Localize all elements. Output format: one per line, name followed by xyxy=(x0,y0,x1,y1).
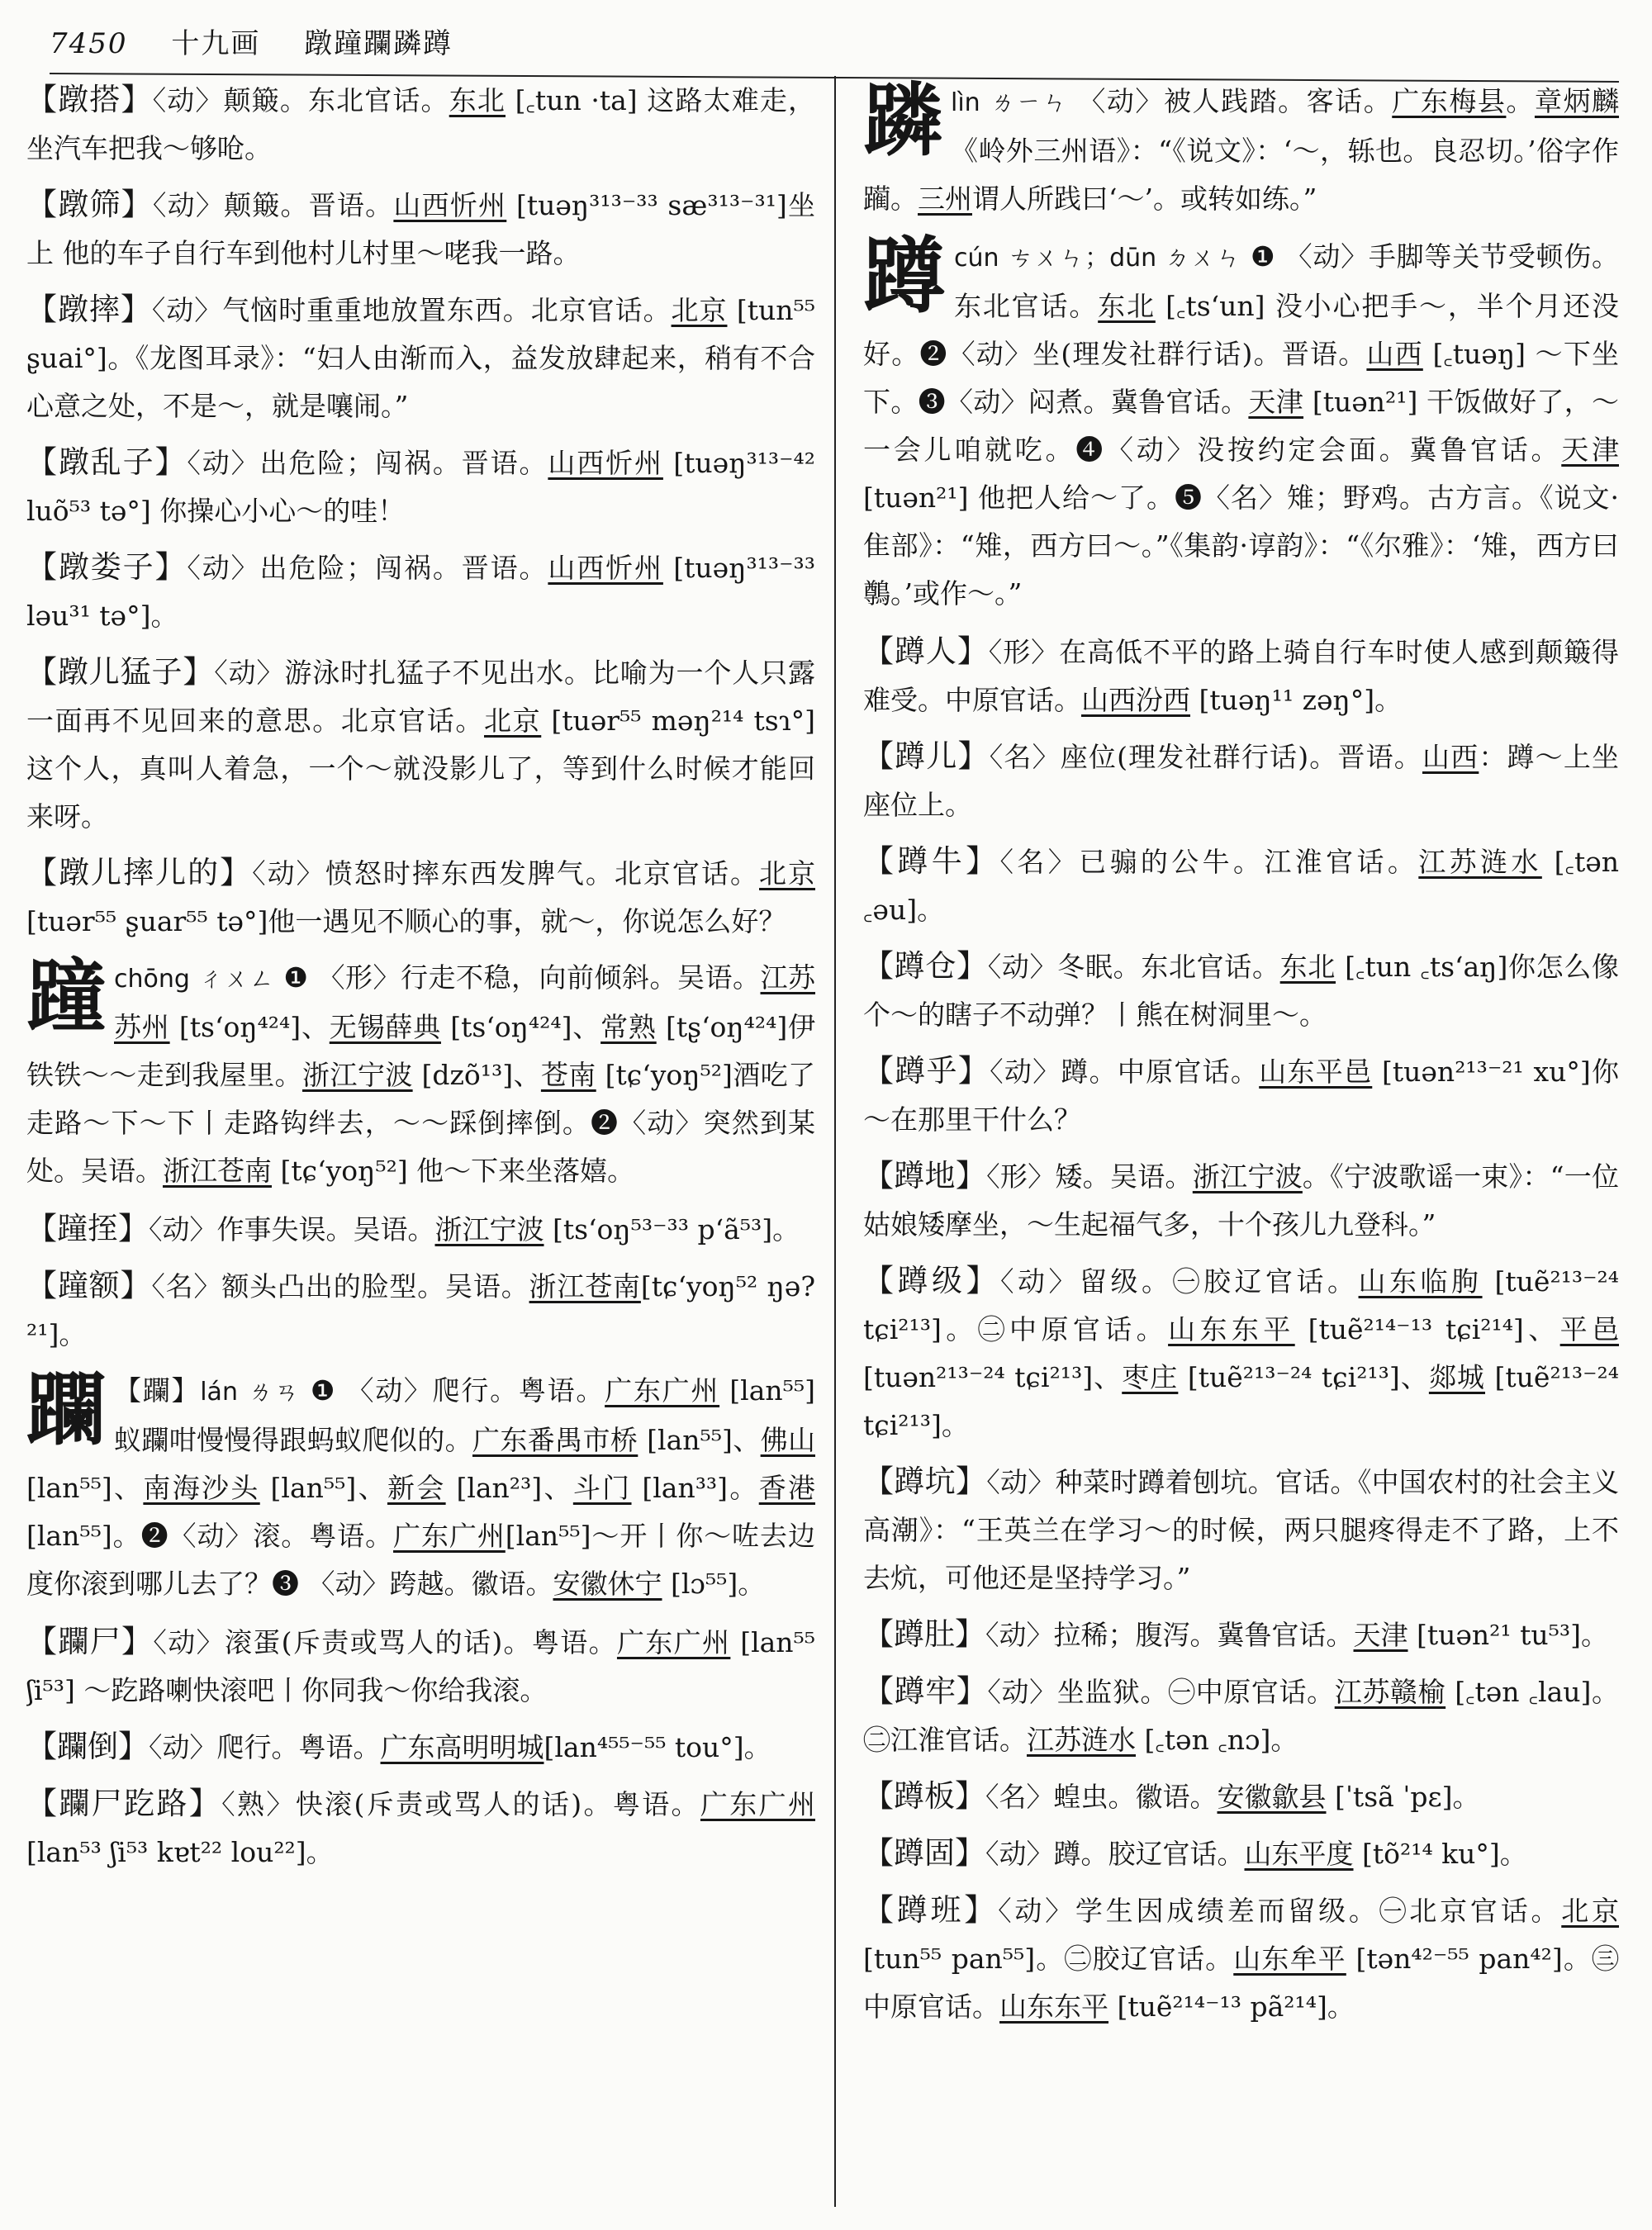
definition: [lan⁵⁵]～开丨你～咗去边度你滚到哪儿去了？❸ 〈动〉跨越。徽语。 xyxy=(26,1520,815,1600)
place-name: 东北 xyxy=(1098,290,1156,322)
definition: [lan⁵⁵ ʃi⁵³] ～趷路喇快滚吧丨你同我～你给我滚。 xyxy=(26,1626,815,1706)
dictionary-entry xyxy=(26,648,815,841)
definition: [tuən²¹³⁻²⁴ tɕi²¹³]、 xyxy=(863,1361,1123,1393)
definition: 〈动〉颠簸。晋语。 xyxy=(152,189,394,221)
definition: [꜀tən ꜀lau]。㊁江淮官话。 xyxy=(863,1676,1619,1756)
author-name: 章炳麟 xyxy=(1534,85,1619,117)
headword: 【蹲级】 xyxy=(863,1263,1001,1298)
headword: 【蹲板】 xyxy=(863,1778,985,1814)
definition: [ˈtsã ˈpɛ]。 xyxy=(1326,1781,1480,1813)
place-name: 东北 xyxy=(1279,951,1336,983)
definition: [tɕʻyoŋ⁵²]酒吃了走路～下～下丨走路钩绊去，～～踩倒摔倒。❷〈动〉突然到某处。吴语。 xyxy=(26,1059,815,1187)
place-name: 天津 xyxy=(1561,434,1619,466)
definition: [꜀tuəŋ] ～下坐下。❸〈动〉闷煮。冀鲁官话。 xyxy=(863,338,1619,418)
definition: ❶ 〈动〉手脚等关节受顿伤。东北官话。 xyxy=(954,240,1619,322)
place-name: 山东牟平 xyxy=(1233,1943,1346,1975)
headword: 【蹲儿】 xyxy=(863,738,990,774)
place-name: 安徽歙县 xyxy=(1217,1781,1327,1813)
place-name: 山西忻州 xyxy=(548,552,663,584)
dictionary-entry xyxy=(26,1262,815,1359)
place-name: 新会 xyxy=(387,1472,446,1504)
pinyin: lìn xyxy=(951,88,980,117)
dictionary-entry xyxy=(26,1780,815,1877)
page-number: 7450 xyxy=(50,27,128,60)
place-name: 天津 xyxy=(1248,386,1304,418)
dictionary-entry xyxy=(26,286,815,430)
headword: 【蹾乱子】 xyxy=(26,444,188,480)
place-name: 常熟 xyxy=(601,1011,657,1043)
headword: 【躝尸趷路】 xyxy=(26,1786,222,1821)
definition: [dzõ¹³]、 xyxy=(412,1059,541,1091)
definition: [꜀tun ·ta] 这路太难走，坐汽车把我～够呛。 xyxy=(26,84,815,164)
definition: [tuən²¹] 干饭做好了，～一会儿咱就吃。❹〈动〉没按约定会面。冀鲁官话。 xyxy=(863,386,1619,466)
definition: 〈动〉愤怒时摔东西发脾气。北京官话。 xyxy=(252,857,759,890)
headword: 【蹾娄子】 xyxy=(26,549,188,585)
character-entry xyxy=(863,227,1619,618)
definition: [tsʻoŋ⁴²⁴]、 xyxy=(440,1011,601,1043)
place-name: 郯城 xyxy=(1428,1361,1485,1393)
headword: 【蹱额】 xyxy=(26,1268,152,1303)
definition: 〈动〉爬行。粤语。 xyxy=(149,1731,381,1763)
definition: 谓人所践曰‘～’。或转如练。” xyxy=(972,183,1317,215)
variant-form: 【躝】 xyxy=(114,1374,201,1407)
pinyin: lán xyxy=(200,1378,238,1407)
dictionary-entry xyxy=(863,1668,1619,1764)
definition: 〈动〉作事失误。吴语。 xyxy=(149,1213,435,1245)
definition: [tuəŋ¹¹ zəŋ°]。 xyxy=(1190,684,1403,716)
place-name: 北京 xyxy=(1561,1895,1619,1927)
definition: [tõ²¹⁴ ku°]。 xyxy=(1353,1838,1527,1870)
definition: [tun⁵⁵ pan⁵⁵]。㊁胶辽官话。 xyxy=(863,1943,1234,1975)
definition: [tɕʻyoŋ⁵²] 他～下来坐落嬉。 xyxy=(272,1155,635,1187)
place-name: 山西 xyxy=(1366,338,1423,370)
place-name: 山西忻州 xyxy=(393,189,507,221)
place-name: 广东番禺市桥 xyxy=(472,1424,638,1456)
place-name: 山东平度 xyxy=(1244,1838,1354,1870)
definition: 〈动〉坐监狱。㊀中原官话。 xyxy=(987,1676,1335,1708)
place-name: 无锡薛典 xyxy=(329,1011,441,1043)
section-label: 十九画 xyxy=(171,27,261,60)
definition: ：蹲～上坐座位上。 xyxy=(863,741,1619,821)
headword: 【蹲乎】 xyxy=(863,1053,990,1089)
dictionary-entry xyxy=(26,1205,815,1254)
place-name: 浙江宁波 xyxy=(302,1059,413,1091)
dictionary-entry xyxy=(26,849,815,946)
headword: 【蹲仓】 xyxy=(863,948,988,984)
character-heading: 蹸 xyxy=(863,76,942,167)
dictionary-entry xyxy=(863,1458,1619,1602)
definition: [lan⁵⁵]。❷〈动〉滚。粤语。 xyxy=(26,1520,394,1552)
place-name: 佛山 xyxy=(760,1424,815,1456)
definition: 《岭外三州语》：“《说文》：‘～，轹也。良忍切。’俗字作躏。 xyxy=(863,135,1619,215)
definition: ❶ 〈形〉行走不稳，向前倾斜。吴语。 xyxy=(274,961,761,994)
place-name: 山西 xyxy=(1422,741,1479,773)
definition: [tʂʻoŋ⁴²⁴]伊铁铁～～走到我屋里。 xyxy=(26,1011,815,1091)
headword: 【蹲肚】 xyxy=(863,1616,985,1652)
place-name: 广东广州 xyxy=(700,1788,815,1820)
right-column xyxy=(863,76,1619,2215)
definition: [tuər⁵⁵ məŋ²¹⁴ tsɿ°] 这个人，真叫人着急，一个～就没影儿了，等到什么时候才能回来呀。 xyxy=(26,705,815,833)
definition: [lan⁵⁵] 蚁躝咁慢慢得跟蚂蚁爬似的。 xyxy=(114,1374,815,1456)
definition: 〈形〉在高低不平的路上骑自行车时使人感到颠簸得难受。中原官话。 xyxy=(863,636,1619,716)
dictionary-entry xyxy=(863,1829,1619,1878)
place-name: 浙江苍南 xyxy=(529,1270,641,1302)
definition: [tsʻoŋ⁴²⁴]、 xyxy=(169,1011,330,1043)
place-name: 山西汾西 xyxy=(1081,684,1190,716)
column-divider xyxy=(834,76,836,2207)
place-name: 山东平邑 xyxy=(1259,1056,1373,1088)
place-name: 天津 xyxy=(1353,1619,1408,1651)
place-name: 广东高明明城 xyxy=(380,1731,544,1763)
place-name: 斗门 xyxy=(572,1472,632,1504)
place-name: 北京 xyxy=(759,857,815,890)
place-name: 三州 xyxy=(918,183,972,215)
place-name: 浙江苍南 xyxy=(163,1155,272,1187)
definition: [tuən²¹ tu⁵³]。 xyxy=(1408,1619,1608,1651)
definition: [tuər⁵⁵ ʂuar⁵⁵ tə°]他一遇见不顺心的事，就～，你说怎么好？ xyxy=(26,905,786,937)
headword: 【蹲坑】 xyxy=(863,1464,987,1499)
headword: 【蹾摔】 xyxy=(26,292,152,327)
definition: [tuəŋ³¹³⁻³³ ləu³¹ tə°]。 xyxy=(26,552,815,632)
character-entry xyxy=(26,950,815,1195)
place-name: 香港 xyxy=(758,1472,815,1504)
pinyin: cún xyxy=(954,244,999,273)
place-name: 山东东平 xyxy=(999,1990,1108,2023)
place-name: 江苏涟水 xyxy=(1418,846,1542,878)
alternate-reading: ；dūn ㄉㄨㄣ xyxy=(1085,244,1241,273)
place-name: 广东广州 xyxy=(393,1520,506,1552)
place-name: 枣庄 xyxy=(1122,1361,1179,1393)
definition: [tuẽ²¹³⁻²⁴ tɕi²¹³]、 xyxy=(1178,1361,1429,1393)
definition: 〈动〉拉稀；腹泻。冀鲁官话。 xyxy=(985,1619,1354,1651)
definition: 〈动〉气恼时重重地放置东西。北京官话。 xyxy=(151,294,672,326)
dictionary-entry xyxy=(26,1723,815,1772)
definition: 〈形〉矮。吴语。 xyxy=(986,1160,1193,1193)
dictionary-entry xyxy=(863,1772,1619,1821)
character-entry xyxy=(863,78,1619,223)
definition: [lan⁵⁵]、 xyxy=(638,1424,761,1456)
character-entry xyxy=(26,1363,815,1608)
place-name: 山东东平 xyxy=(1168,1313,1295,1345)
headword: 【蹲班】 xyxy=(863,1892,999,1928)
headword: 【蹲牢】 xyxy=(863,1673,988,1709)
definition: [tuəŋ³¹³⁻³³ sæ³¹³⁻³¹]坐 上 他的车子自行车到他村儿村里～咾我一路。 xyxy=(26,189,815,269)
dictionary-entry xyxy=(26,181,815,278)
place-name: 浙江宁波 xyxy=(434,1213,544,1245)
character-heading: 蹱 xyxy=(26,950,106,1043)
definition: 〈动〉学生因成绩差而留级。㊀北京官话。 xyxy=(998,1895,1562,1927)
definition: [lɔ⁵⁵]。 xyxy=(662,1568,766,1600)
definition: 。《宁波歌谣一束》：“一位姑娘矮摩坐，～生起福气多，十个孩儿九登科。” xyxy=(863,1160,1619,1241)
headword: 【蹾儿猛子】 xyxy=(26,654,215,690)
definition: 〈动〉蹲。胶辽官话。 xyxy=(985,1838,1245,1870)
definition: 〈动〉滚蛋(斥责或骂人的话)。粤语。 xyxy=(153,1626,617,1658)
dictionary-entry xyxy=(26,76,815,173)
definition: 〈名〉额头凸出的脸型。吴语。 xyxy=(151,1270,529,1302)
definition: 〈名〉座位(理发社群行话)。晋语。 xyxy=(989,741,1422,773)
definition: [lan²³]、 xyxy=(445,1472,573,1504)
dictionary-entry xyxy=(26,1618,815,1715)
definition: 。 xyxy=(1506,85,1535,117)
dictionary-entry xyxy=(863,1886,1619,2031)
zhuyin: ㄌㄧㄣ xyxy=(990,88,1069,117)
definition: [lan⁵⁵]、 xyxy=(26,1472,144,1504)
headword: 【躝倒】 xyxy=(26,1729,149,1764)
place-name: 广东梅县 xyxy=(1392,85,1507,117)
definition: [lan⁵³ ʃi⁵³ kɐt²² lou²²]。 xyxy=(26,1836,334,1868)
definition: 〈动〉留级。㊀胶辽官话。 xyxy=(1000,1265,1359,1298)
definition: 〈动〉被人践踏。客话。 xyxy=(1068,85,1393,117)
place-name: 山东临朐 xyxy=(1358,1265,1483,1298)
definition: [tuəŋ³¹³⁻⁴² luõ⁵³ tə°] 你操心小心～的哇！ xyxy=(26,447,815,527)
headword: 【蹾搭】 xyxy=(26,82,153,117)
place-name: 山西忻州 xyxy=(548,447,663,479)
dictionary-entry xyxy=(26,439,815,535)
definition: 〈名〉蝗虫。徽语。 xyxy=(985,1781,1218,1813)
page-header xyxy=(50,15,1602,73)
headword: 【蹲人】 xyxy=(863,633,989,669)
place-name: 苍南 xyxy=(540,1059,596,1091)
character-heading: 躝 xyxy=(26,1363,106,1456)
place-name: 东北 xyxy=(449,84,506,116)
dictionary-entry xyxy=(863,837,1619,934)
definition: 〈动〉冬眠。东北官话。 xyxy=(987,951,1280,983)
dictionary-entry xyxy=(26,543,815,640)
definition: [tɕʻyoŋ⁵² ŋə?²¹]。 xyxy=(26,1270,815,1350)
dictionary-entry xyxy=(863,733,1619,829)
definition: [꜀tsʻun] 没小心把手～，半个月还没好。❷〈动〉坐(理发社群行话)。晋语。 xyxy=(863,290,1619,370)
definition: 〈动〉颠簸。东北官话。 xyxy=(152,84,449,116)
definition: 〈动〉出危险；闯祸。晋语。 xyxy=(187,447,548,479)
place-name: 浙江宁波 xyxy=(1192,1160,1303,1193)
dictionary-entry xyxy=(863,1611,1619,1659)
place-name: 江苏赣榆 xyxy=(1334,1676,1446,1708)
definition: 〈动〉蹲。中原官话。 xyxy=(990,1056,1260,1088)
place-name: 安徽休宁 xyxy=(553,1568,662,1600)
headword: 【躝尸】 xyxy=(26,1624,154,1659)
left-column xyxy=(26,76,815,2215)
definition: [tuẽ²¹⁴⁻¹³ tɕi²¹⁴]、 xyxy=(1294,1313,1560,1345)
definition: 〈名〉已骟的公牛。江淮官话。 xyxy=(999,846,1419,878)
place-name: 北京 xyxy=(671,294,728,326)
definition: [tuẽ²¹³⁻²⁴ tɕi²¹³]。 xyxy=(863,1361,1619,1441)
dictionary-entry xyxy=(863,1047,1619,1144)
dictionary-entry xyxy=(863,628,1619,724)
headword: 【蹾筛】 xyxy=(26,187,153,222)
place-name: 广东广州 xyxy=(605,1374,720,1407)
zhuyin: ㄌㄢ xyxy=(248,1378,301,1407)
definition: ❶ 〈动〉爬行。粤语。 xyxy=(300,1374,605,1407)
zhuyin: ㄔㄨㄥ xyxy=(198,965,275,994)
definition: 〈熟〉快滚(斥责或骂人的话)。粤语。 xyxy=(221,1788,700,1820)
definition: [tuẽ²¹⁴⁻¹³ pã²¹⁴]。 xyxy=(1108,1990,1355,2023)
definition: [tuẽ²¹³⁻²⁴ tɕi²¹³]。㊁中原官话。 xyxy=(863,1265,1619,1345)
place-name: 北京 xyxy=(484,705,542,737)
definition: [꜀tən ꜀əu]。 xyxy=(863,846,1619,926)
definition: [tuən²¹] 他把人给～了。❺〈名〉雉；野鸡。古方言。《说文·隹部》：“雉，西方曰～。”《集韵·谆韵》：“《尔雅》：‘雉，西方曰鷷。’或作～。” xyxy=(863,482,1619,610)
dictionary-entry xyxy=(863,942,1619,1039)
definition: 〈动〉出危险；闯祸。晋语。 xyxy=(187,552,548,584)
place-name: 江苏苏州 xyxy=(114,961,815,1043)
character-heading: 蹲 xyxy=(863,227,946,325)
definition: [tsʻoŋ⁵³⁻³³ pʻã⁵³]。 xyxy=(544,1213,800,1245)
definition: [tuən²¹³⁻²¹ xu°]你～在那里干什么？ xyxy=(863,1056,1619,1136)
place-name: 南海沙头 xyxy=(143,1472,260,1504)
headword: 【蹱挃】 xyxy=(26,1211,149,1246)
definition: [tən⁴²⁻⁵⁵ pan⁴²]。㊂中原官话。 xyxy=(863,1943,1619,2023)
headword: 【蹾儿摔儿的】 xyxy=(26,855,253,890)
zhuyin: ㄘㄨㄣ xyxy=(1008,244,1085,273)
definition: [꜀tun ꜀tsʻaŋ]你怎么像个～的瞎子不动弹？丨熊在树洞里～。 xyxy=(863,951,1619,1031)
header-chars: 蹾蹱躝蹸蹲 xyxy=(304,27,453,60)
definition: [lan³³]。 xyxy=(631,1472,759,1504)
dictionary-entry xyxy=(863,1152,1619,1249)
place-name: 平邑 xyxy=(1559,1313,1619,1345)
headword: 【蹲牛】 xyxy=(863,843,1000,879)
definition: 〈动〉种菜时蹲着刨坑。官话。《中国农村的社会主义高潮》：“王英兰在学习～的时候，两只腿疼得走不了路，上不去炕，可他还是坚持学习。” xyxy=(863,1466,1619,1594)
definition: [lan⁵⁵]、 xyxy=(259,1472,387,1504)
place-name: 江苏涟水 xyxy=(1027,1724,1136,1756)
definition: [tun⁵⁵ ʂuai°]。《龙图耳录》：“妇人由渐而入，益发放肆起来，稍有不合心意之处，不是～，就是嚷闹。” xyxy=(26,294,815,422)
definition: [꜀tən ꜀nɔ]。 xyxy=(1136,1724,1298,1756)
headword: 【蹲固】 xyxy=(863,1835,985,1871)
dictionary-entry xyxy=(863,1257,1619,1450)
definition: 〈动〉游泳时扎猛子不见出水。比喻为一个人只露一面再不见回来的意思。北京官话。 xyxy=(26,657,815,737)
definition: [lan⁴⁵⁵⁻⁵⁵ tou°]。 xyxy=(544,1731,771,1763)
pinyin: chōng xyxy=(114,965,190,994)
place-name: 广东广州 xyxy=(616,1626,731,1658)
headword: 【蹲地】 xyxy=(863,1158,987,1193)
